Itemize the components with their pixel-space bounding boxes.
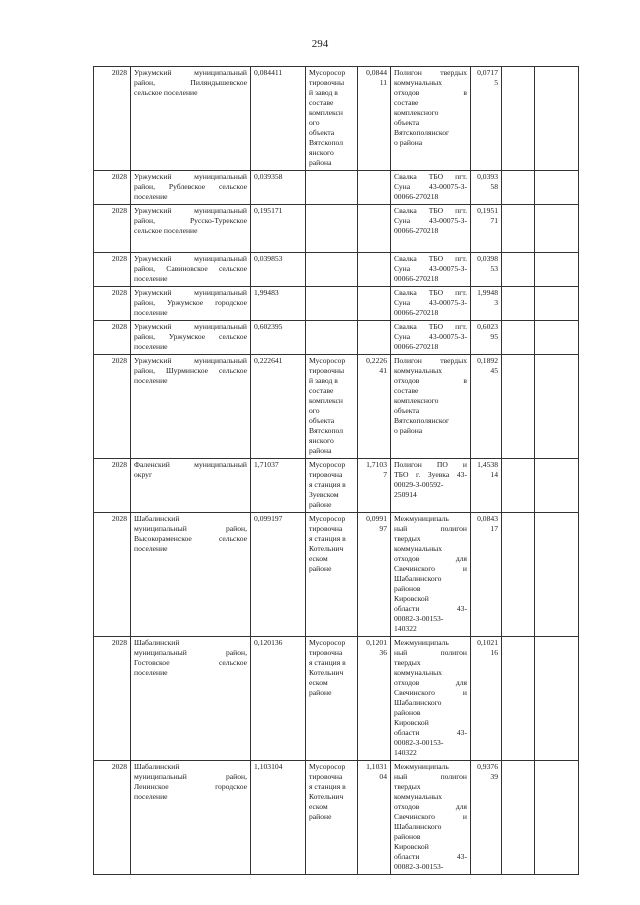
year-cell: 2028 [94,513,131,637]
district-cell: Уржумский муниципальный район, Шурминское сельское поселение [131,355,251,459]
volume-cell: 1,99483 [251,287,306,321]
empty-cell-2 [535,67,579,171]
table-row [94,287,579,321]
empty-cell-2 [535,761,579,875]
year-cell: 2028 [94,321,131,355]
empty-cell-2 [535,171,579,205]
district-cell: Шабалинский муниципальный район, Гостовское сельское поселение [131,637,251,761]
facility-cell: Мусоросор тировочна я станция в Котельнич еском районе [306,761,358,875]
facility-volume-cell [358,253,391,287]
district-cell: Уржумский муниципальный район, Савиновское сельское поселение [131,253,251,287]
empty-cell-1 [502,513,535,637]
district-cell: Шабалинский муниципальный район, Высокораменское сельское поселение [131,513,251,637]
facility-cell [306,205,358,253]
destination-volume-cell: 0,1892 45 [471,355,502,459]
empty-cell-2 [535,321,579,355]
page-number: 294 [311,38,329,50]
destination-cell: Свалка ТБО пгт. Суна 43-00075-З- 00066-270218 [391,287,471,321]
empty-cell-2 [535,355,579,459]
empty-cell-1 [502,761,535,875]
volume-cell: 1,103104 [251,761,306,875]
empty-cell-2 [535,253,579,287]
destination-volume-cell: 1,9948 3 [471,287,502,321]
empty-cell-2 [535,459,579,513]
volume-cell: 1,71037 [251,459,306,513]
year-cell: 2028 [94,637,131,761]
table-row [94,205,579,253]
facility-cell [306,253,358,287]
empty-cell-2 [535,205,579,253]
volume-cell: 0,120136 [251,637,306,761]
facility-volume-cell [358,287,391,321]
empty-cell-2 [535,513,579,637]
waste-flow-table [93,66,579,875]
facility-cell [306,321,358,355]
destination-cell: Межмуниципаль ный полигон твердых коммунальных отходов для Свечинского и Шабалинского районов Кировской области 43- 00082-З-00153- 140322 [391,637,471,761]
facility-cell: Мусоросор тировочна я станция в Зуевском районе [306,459,358,513]
destination-volume-cell: 0,6023 95 [471,321,502,355]
destination-volume-cell: 1,4538 14 [471,459,502,513]
table-row [94,67,579,171]
empty-cell-1 [502,459,535,513]
volume-cell: 0,039853 [251,253,306,287]
district-cell: Уржумский муниципальный район, Уржумское сельское поселение [131,321,251,355]
volume-cell: 0,195171 [251,205,306,253]
destination-volume-cell: 0,0843 17 [471,513,502,637]
table-row [94,513,579,637]
year-cell: 2028 [94,67,131,171]
destination-volume-cell: 0,9376 39 [471,761,502,875]
district-cell: Фаленский муниципальный округ [131,459,251,513]
destination-cell: Свалка ТБО пгт. Суна 43-00075-З- 00066-270218 [391,205,471,253]
district-cell: Уржумский муниципальный район, Пиляндышевское сельское поселение [131,67,251,171]
table-row [94,637,579,761]
facility-volume-cell [358,171,391,205]
empty-cell-2 [535,637,579,761]
table-body [94,67,579,875]
empty-cell-1 [502,355,535,459]
district-cell: Шабалинский муниципальный район, Ленинское городское поселение [131,761,251,875]
district-cell: Уржумский муниципальный район, Русско-Турекское сельское поселение [131,205,251,253]
facility-volume-cell: 1,1031 04 [358,761,391,875]
table-row [94,171,579,205]
table-row [94,355,579,459]
destination-cell: Свалка ТБО пгт. Суна 43-00075-З- 00066-270218 [391,321,471,355]
facility-cell: Мусоросор тировочны й завод в составе комплексн ого объекта Вятскопол янского района [306,67,358,171]
empty-cell-1 [502,321,535,355]
facility-volume-cell: 0,0844 11 [358,67,391,171]
facility-cell: Мусоросор тировочны й завод в составе комплексн ого объекта Вятскопол янского района [306,355,358,459]
destination-volume-cell: 0,1021 16 [471,637,502,761]
destination-cell: Межмуниципаль ный полигон твердых коммунальных отходов для Свечинского и Шабалинского районов Кировской области 43- 00082-З-00153- [391,761,471,875]
year-cell: 2028 [94,205,131,253]
empty-cell-1 [502,287,535,321]
facility-volume-cell [358,205,391,253]
year-cell: 2028 [94,459,131,513]
empty-cell-1 [502,637,535,761]
table-row [94,321,579,355]
facility-cell [306,287,358,321]
volume-cell: 0,222641 [251,355,306,459]
destination-cell: Полигон твердых коммунальных отходов в составе комплексного объекта Вятскополянског о района [391,67,471,171]
volume-cell: 0,039358 [251,171,306,205]
facility-cell: Мусоросор тировочна я станция в Котельнич еском районе [306,513,358,637]
year-cell: 2028 [94,287,131,321]
empty-cell-1 [502,205,535,253]
empty-cell-1 [502,171,535,205]
year-cell: 2028 [94,761,131,875]
empty-cell-2 [535,287,579,321]
destination-volume-cell: 0,0717 5 [471,67,502,171]
facility-volume-cell: 0,1201 36 [358,637,391,761]
facility-cell: Мусоросор тировочна я станция в Котельнич еском районе [306,637,358,761]
destination-volume-cell: 0,0398 53 [471,253,502,287]
table-row [94,761,579,875]
destination-cell: Свалка ТБО пгт. Суна 43-00075-З- 00066-270218 [391,171,471,205]
year-cell: 2028 [94,171,131,205]
destination-cell: Полигон твердых коммунальных отходов в составе комплексного объекта Вятскополянског о района [391,355,471,459]
facility-volume-cell: 0,0991 97 [358,513,391,637]
empty-cell-1 [502,253,535,287]
facility-volume-cell: 1,7103 7 [358,459,391,513]
destination-cell: Межмуниципаль ный полигон твердых коммунальных отходов для Свечинского и Шабалинского районов Кировской области 43- 00082-З-00153- 140322 [391,513,471,637]
destination-volume-cell: 0,1951 71 [471,205,502,253]
empty-cell-1 [502,67,535,171]
district-cell: Уржумский муниципальный район, Рублевское сельское поселение [131,171,251,205]
destination-cell: Свалка ТБО пгт. Суна 43-00075-З- 00066-270218 [391,253,471,287]
table-row [94,459,579,513]
district-cell: Уржумский муниципальный район, Уржумское городское поселение [131,287,251,321]
facility-volume-cell: 0,2226 41 [358,355,391,459]
facility-volume-cell [358,321,391,355]
year-cell: 2028 [94,253,131,287]
facility-cell [306,171,358,205]
volume-cell: 0,602395 [251,321,306,355]
volume-cell: 0,084411 [251,67,306,171]
year-cell: 2028 [94,355,131,459]
destination-cell: Полигон ПО и ТБО г. Зуевка 43- 00029-З-00592- 250914 [391,459,471,513]
destination-volume-cell: 0,0393 58 [471,171,502,205]
table-row [94,253,579,287]
volume-cell: 0,099197 [251,513,306,637]
